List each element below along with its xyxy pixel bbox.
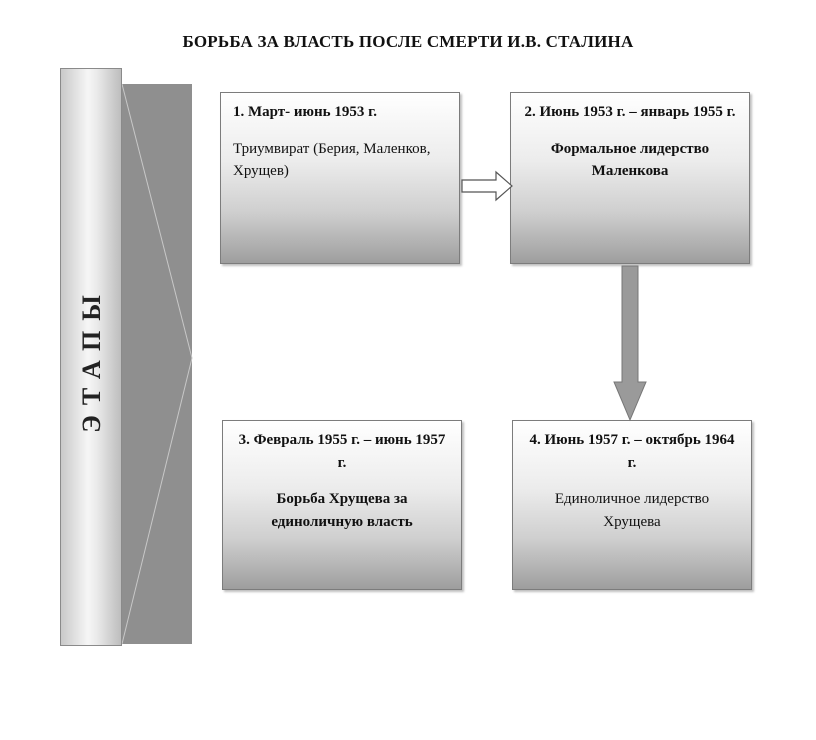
stage-1-period: 1. Март- июнь 1953 г. [233,104,377,120]
arrow-right-icon [462,172,512,200]
stage-1-description: Триумвират (Берия, Маленков, Хрущев) [233,140,431,179]
diagram-title: БОРЬБА ЗА ВЛАСТЬ ПОСЛЕ СМЕРТИ И.В. СТАЛИНА [182,32,634,51]
stage-4-description: Единоличное лидерство Хрущева [554,491,710,530]
stage-4-period: 4. Июнь 1957 г. – октябрь 1964 г. [529,432,735,471]
stage-3-period: 3. Февраль 1955 г. – июнь 1957 г. [238,432,446,471]
stage-3-description: Борьба Хрущева за единоличную власть [271,491,413,530]
arrow-down-icon [614,266,646,420]
stages-label: ЭТАПЫ [77,285,107,433]
stage-2-period: 2. Июнь 1953 г. – январь 1955 г. [524,104,736,120]
stage-2-description: Формальное лидерство Маленкова [550,140,710,179]
